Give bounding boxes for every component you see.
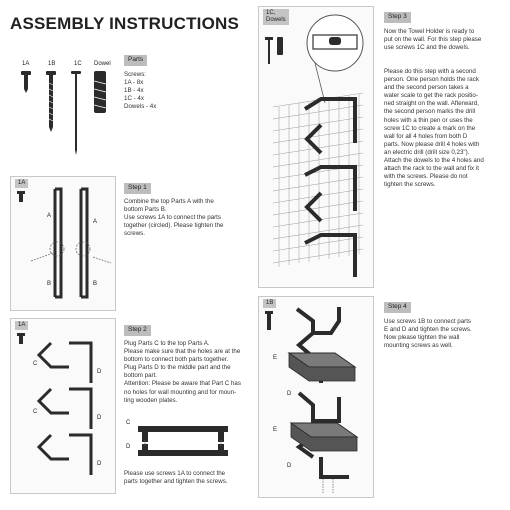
step4-tag: Step 4: [384, 302, 411, 313]
step3-text2: Please do this step with a second person. One person holds the rack and the second person takes a water scale to get the rack positio- ned straight on the wall. Afterward, the second person marks the drill holes with a thin pen or uses the screw 1C to create a mark on the wall for all 4 holes from both D parts. Now please drill 4 holes with an electric drill (drill size 0,23"). Attach the dowels to the 4 holes and attach the rack to the wall and fix it with the screws. Please do not tighten the screws.: [384, 68, 484, 189]
step1-tag: Step 1: [124, 183, 151, 194]
parts-item: 1B - 4x: [124, 87, 144, 95]
step1-text: Combine the top Parts A with the bottom Parts B. Use screws 1A to connect the parts together (circled). Please tighten the screws.: [124, 198, 224, 238]
screw-1c-icon: [71, 71, 81, 155]
page-title: ASSEMBLY INSTRUCTIONS: [10, 14, 240, 33]
step2-drawing: [11, 319, 117, 495]
part-label-1c: 1C: [74, 61, 82, 67]
step3-tag: Step 3: [384, 12, 411, 23]
step3-drawing-panel: [258, 6, 374, 288]
part-label: D: [287, 391, 292, 397]
part-label-1b: 1B: [48, 61, 56, 67]
step2-text: Plug Parts C to the top Parts A. Please make sure that the holes are at the bottom to connect both parts together. Plug Parts D to the middle part and the bottom part. Attention: Please be aware that Part C has no holes for wall mounting and for moun- ting wooden plates.: [124, 340, 241, 404]
screw-1b-icon: [46, 71, 56, 132]
part-label: D: [97, 369, 102, 375]
screw-1a-icon: [21, 71, 31, 93]
step4-drawing-panel: [258, 296, 374, 498]
step2-drawing-panel: [10, 318, 116, 494]
part-label: B: [93, 281, 98, 287]
step1-badge: 1A: [15, 179, 28, 188]
dowel-icon: [94, 71, 106, 113]
parts-list: [124, 71, 156, 111]
part-label-1a: 1A: [22, 61, 30, 67]
connector-drawing: [124, 414, 254, 468]
parts-item: Dowels - 4x: [124, 103, 157, 111]
parts-item: 1C - 4x: [124, 95, 144, 103]
part-label: D: [126, 444, 131, 450]
screw-icon: [265, 37, 273, 64]
screw-icon: [17, 191, 25, 202]
step4-badge: 1B: [263, 299, 276, 308]
step2-connector-drawings: [124, 414, 254, 468]
step4-drawing: [259, 297, 375, 499]
parts-item: 1A - 8x: [124, 79, 144, 87]
part-label: E: [273, 355, 278, 361]
part-label: A: [47, 213, 52, 219]
part-label: B: [47, 281, 52, 287]
parts-drawings: [8, 69, 128, 169]
step2-badge: 1A: [15, 321, 28, 330]
part-label: C: [33, 409, 38, 415]
step3-badge: 1C, Dowels: [263, 9, 289, 25]
parts-section: [8, 55, 248, 170]
screw-icon: [17, 333, 25, 344]
parts-tag: Parts: [124, 55, 147, 66]
screw-icon: [265, 311, 273, 330]
part-label: D: [287, 463, 292, 469]
step1-drawing: [11, 177, 117, 312]
part-label: D: [97, 415, 102, 421]
part-label: C: [126, 420, 131, 426]
step3-drawing: [259, 7, 375, 289]
part-label: A: [93, 219, 98, 225]
step4-text: Use screws 1B to connect parts E and D and tighten the screws. Now please tighten the wall mounting screws as well.: [384, 318, 472, 350]
step1-drawing-panel: [10, 176, 116, 311]
part-label: C: [33, 361, 38, 367]
screws-heading: Screws:: [124, 71, 147, 78]
part-label: E: [273, 427, 278, 433]
step2-text2: Please use screws 1A to connect the parts together and tighten the screws.: [124, 470, 228, 486]
dowel-icon: [277, 37, 283, 55]
step3-text: Now the Towel Holder is ready to put on the wall. For this step please use screws 1C and the dowels.: [384, 28, 482, 52]
step2-tag: Step 2: [124, 325, 151, 336]
part-label-dowel: Dowel: [94, 61, 111, 67]
part-label: D: [97, 461, 102, 467]
